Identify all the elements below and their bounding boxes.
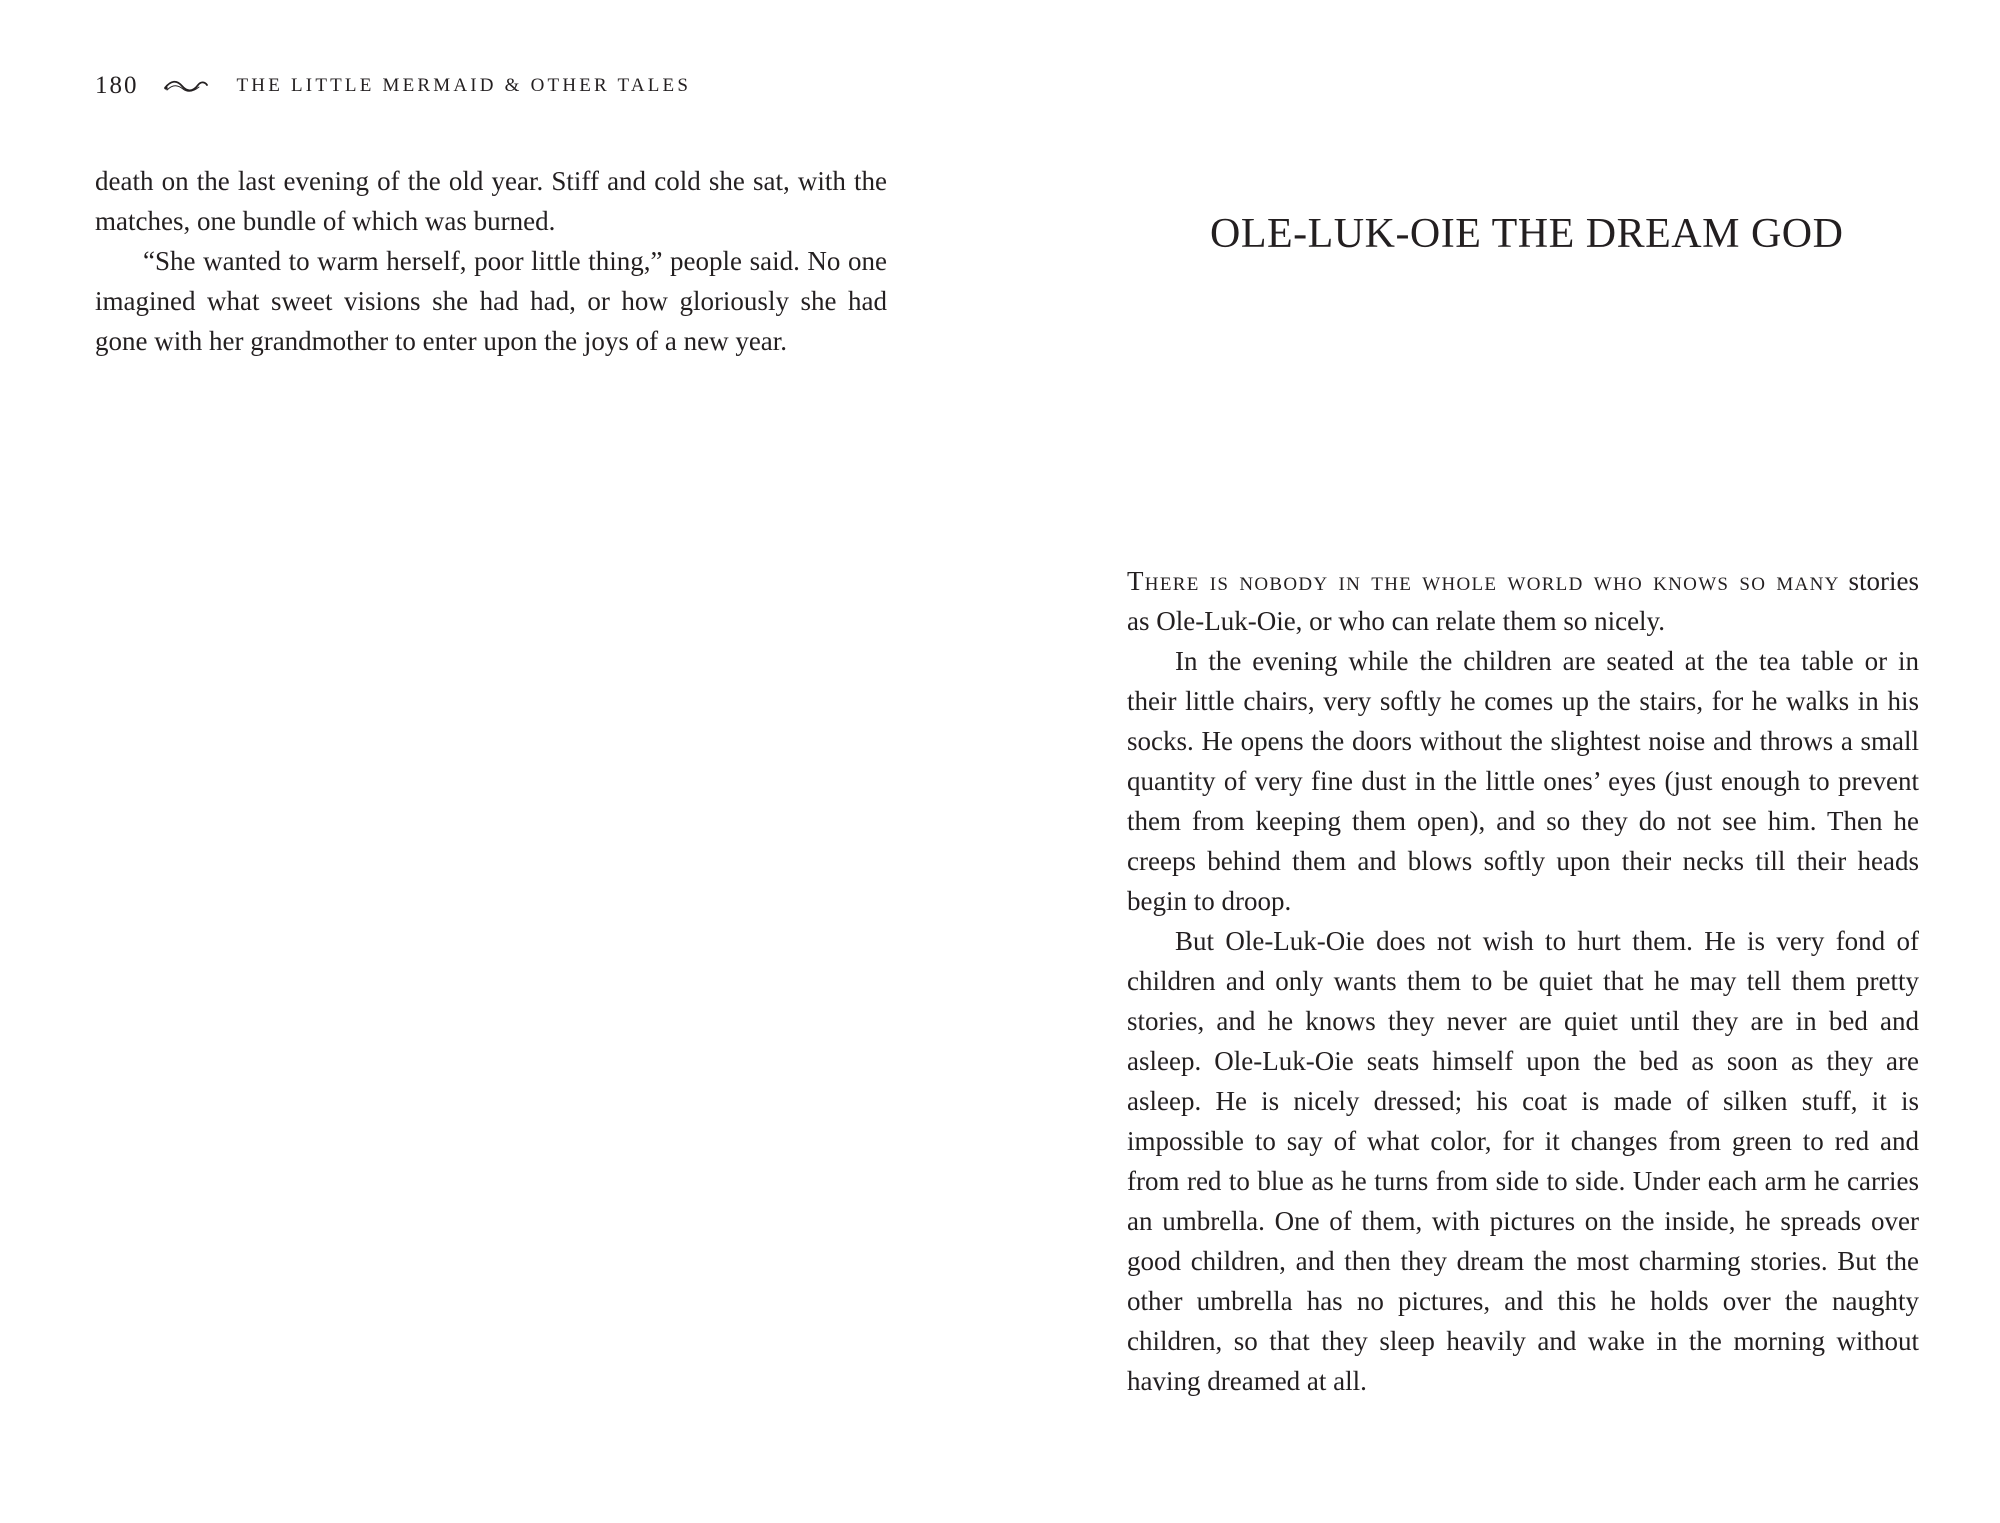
right-body-text <box>1127 561 1919 1401</box>
paragraph: But Ole-Luk-Oie does not wish to hurt them. He is very fond of children and only wants them to be quiet that he may tell them pretty stories, and he knows they never are quiet until they are in bed and asleep. Ole-Luk-Oie seats himself upon the bed as soon as they are asleep. He is nicely dressed; his coat is made of silken stuff, it is impossible to say of what color, for it changes from green to red and from red to blue as he turns from side to side. Under each arm he carries an umbrella. One of them, with pictures on the inside, he spreads over good children, and then they dream the most charming stories. But the other umbrella has no pictures, and this he holds over the naughty children, so that they sleep heavily and wake in the morning without having dreamed at all. <box>1127 926 1919 1396</box>
opening-paragraph <box>1127 561 1919 641</box>
paragraph: death on the last evening of the old year. Stiff and cold she sat, with the matches, one bundle of which was burned. <box>95 166 887 236</box>
opening-small-caps: There is nobody in the whole world who knows so many <box>1127 566 1840 596</box>
page-number: 180 <box>95 72 139 99</box>
chapter-title: OLE-LUK-OIE THE DREAM GOD <box>1210 211 1844 257</box>
left-body-text <box>95 161 887 361</box>
running-head-title: THE LITTLE MERMAID & OTHER TALES <box>236 75 692 96</box>
running-head <box>95 66 691 106</box>
opening-rest: stories as Ole-Luk-Oie, or who can relate them so nicely. <box>1127 566 1920 636</box>
paragraph: “She wanted to warm herself, poor little thing,” people said. No one imagined what sweet visions she had had, or how gloriously she had gone with her grandmother to enter upon the joys of a new year. <box>95 246 887 356</box>
swash-ornament-icon <box>163 76 209 96</box>
paragraph: In the evening while the children are seated at the tea table or in their little chairs, very softly he comes up the stairs, for he walks in his socks. He opens the doors without the slightest noise and throws a small quantity of very fine dust in the little ones’ eyes (just enough to prevent them from keeping them open), and so they do not see him. Then he creeps behind them and blows softly upon their necks till their heads begin to droop. <box>1127 646 1919 916</box>
